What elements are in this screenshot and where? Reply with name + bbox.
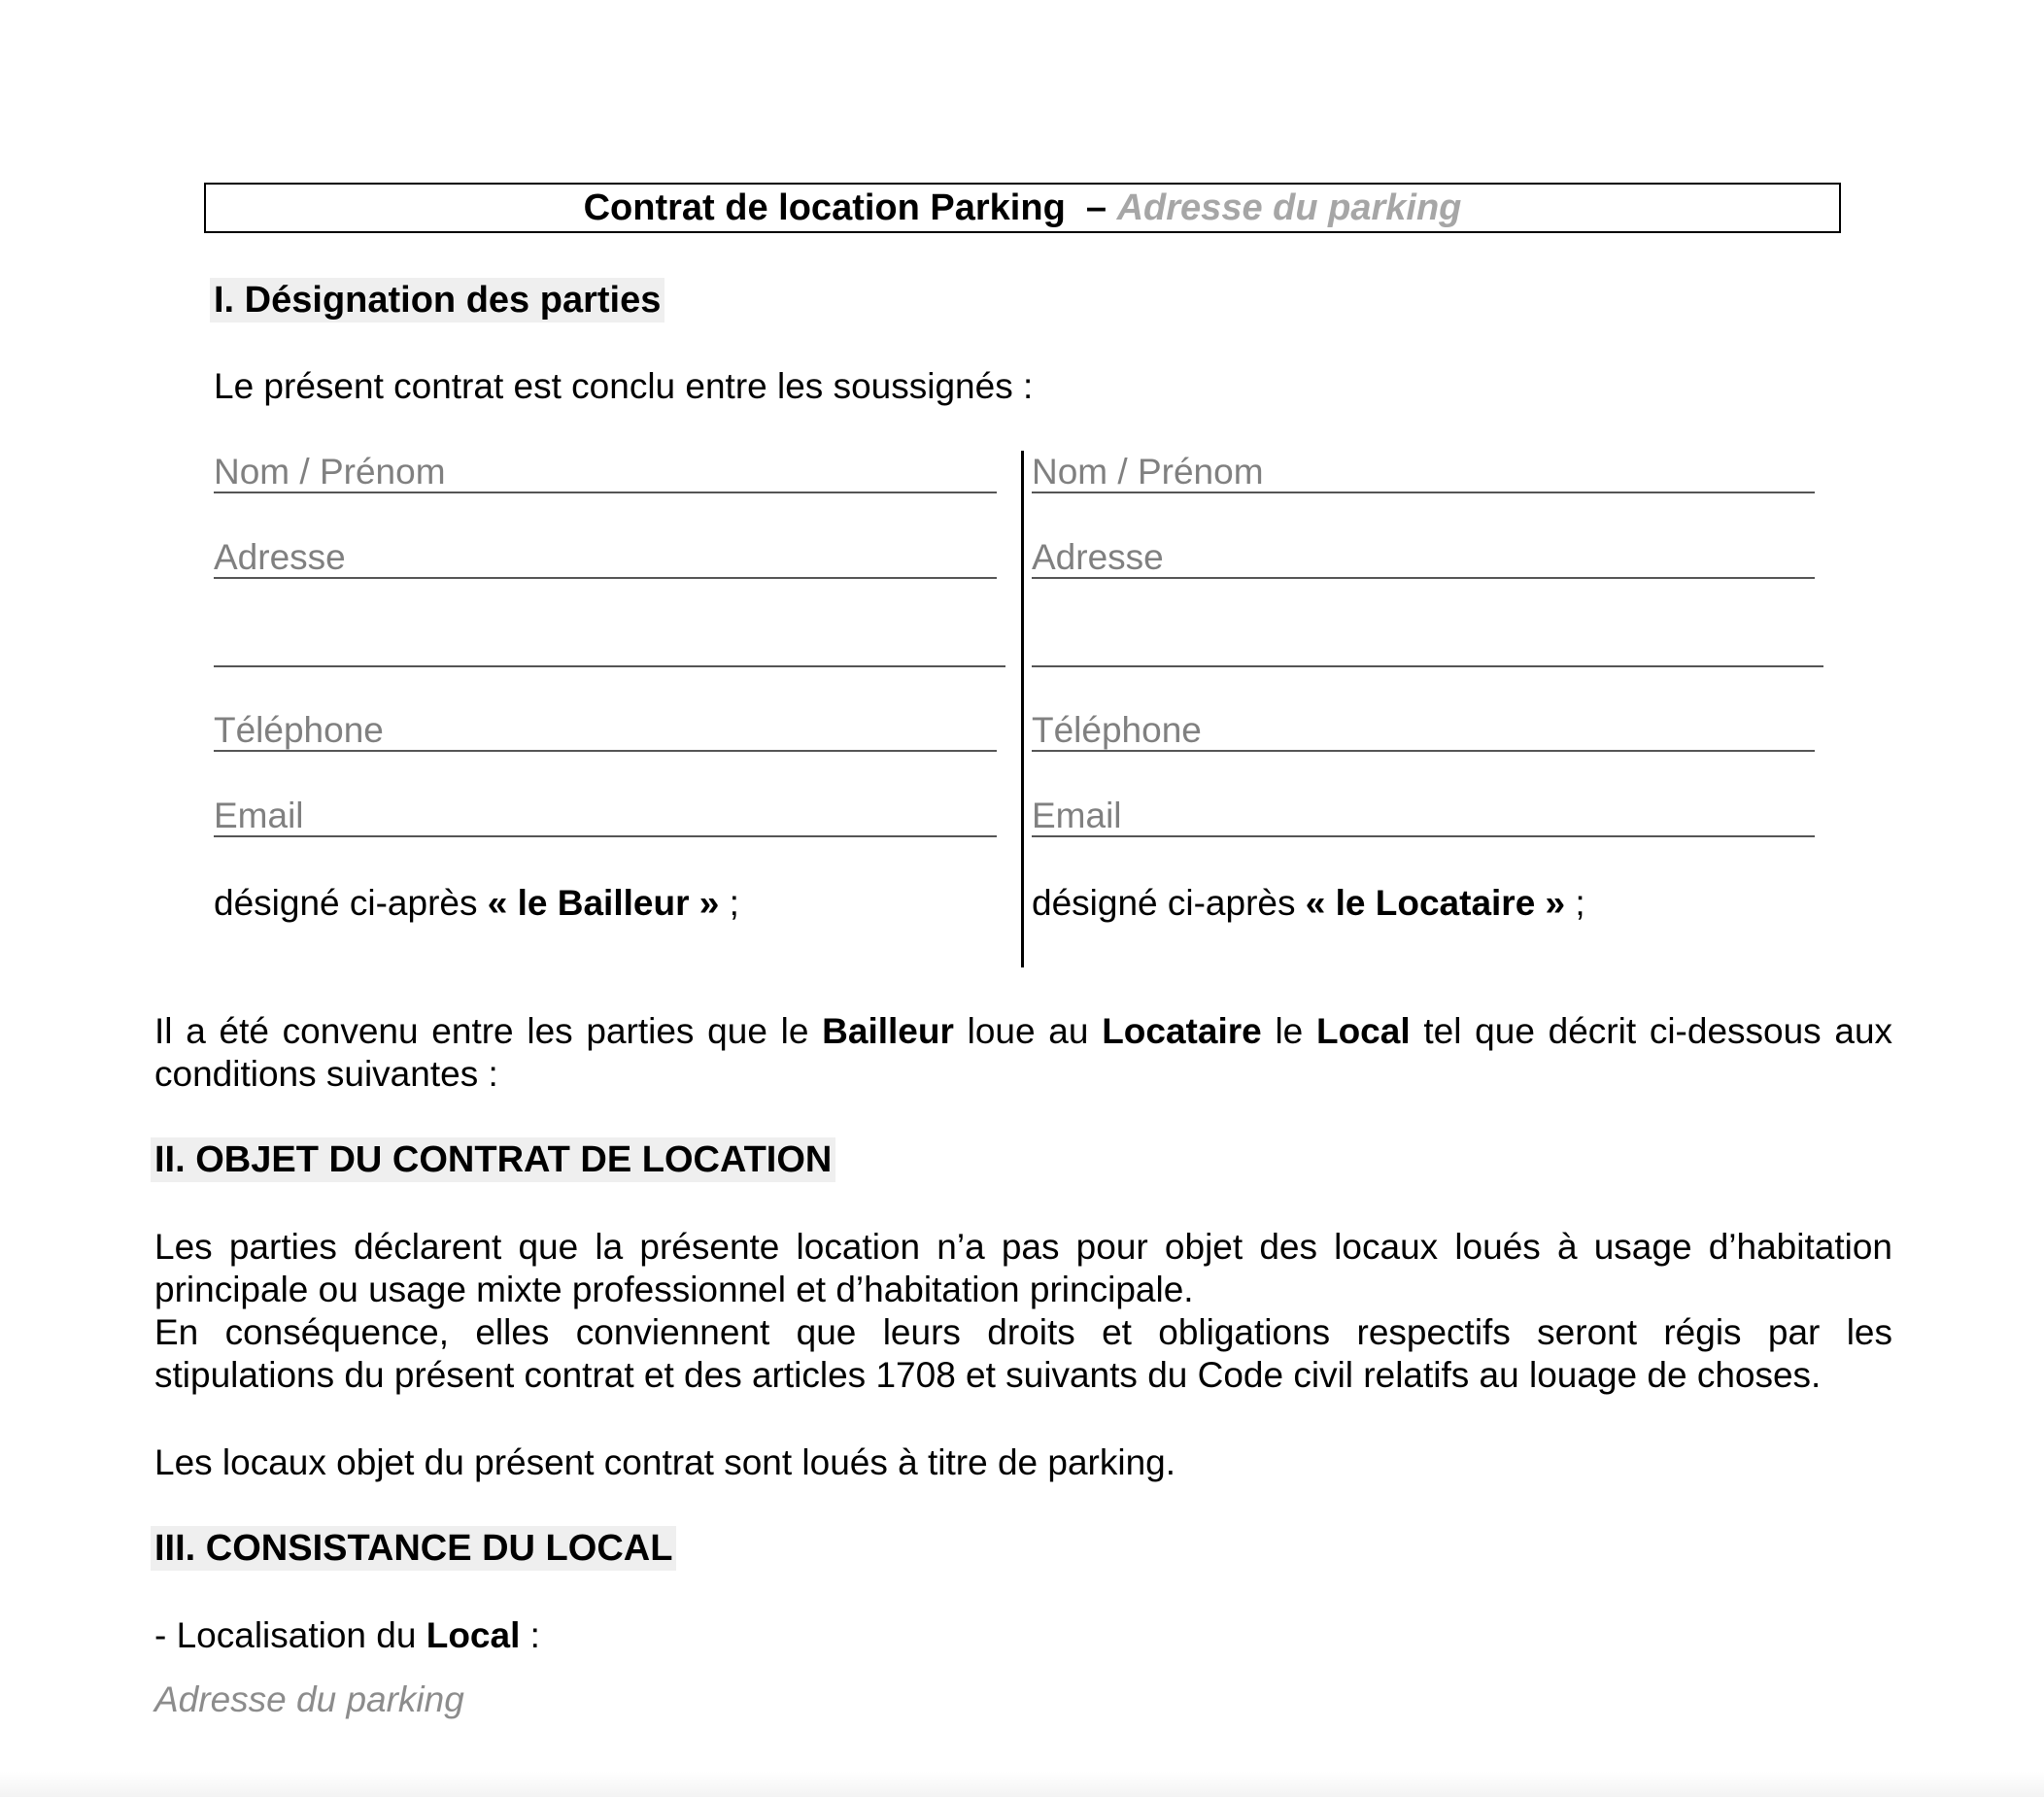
- bailleur-phone-field[interactable]: [214, 709, 997, 752]
- agreement-paragraph: Il a été convenu entre les parties que le Bailleur loue au Locataire le Local tel que décrit ci-dessous aux conditions suivantes :: [154, 1011, 1893, 1094]
- localisation-label: - Localisation du Local :: [154, 1615, 540, 1655]
- parking-address-placeholder[interactable]: Adresse du parking: [1116, 186, 1462, 228]
- page-bottom-edge: [0, 1772, 2044, 1797]
- bailleur-name-field[interactable]: [214, 451, 997, 493]
- bailleur-email-label: Email: [214, 796, 304, 835]
- local-address-placeholder[interactable]: Adresse du parking: [154, 1679, 464, 1719]
- column-divider: [1021, 451, 1024, 967]
- objet-paragraph-3: Les locaux objet du présent contrat sont loués à titre de parking.: [154, 1442, 1176, 1482]
- section-2-heading: II. OBJET DU CONTRAT DE LOCATION: [151, 1137, 835, 1182]
- bailleur-designation-bold: « le Bailleur »: [487, 883, 720, 923]
- locataire-email-field[interactable]: [1032, 795, 1815, 837]
- locataire-phone-field[interactable]: [1032, 709, 1815, 752]
- bailleur-address-label: Adresse: [214, 537, 346, 577]
- bailleur-address-line-2[interactable]: [214, 663, 1005, 667]
- bailleur-designation: désigné ci-après « le Bailleur » ;: [214, 883, 739, 923]
- contract-title-main: Contrat de location Parking: [583, 186, 1066, 228]
- section-1-heading: I. Désignation des parties: [210, 278, 664, 322]
- locataire-address-label: Adresse: [1032, 537, 1164, 577]
- section-3-heading: III. CONSISTANCE DU LOCAL: [151, 1526, 676, 1571]
- contract-title-dash: –: [1085, 186, 1107, 228]
- bailleur-email-field[interactable]: [214, 795, 997, 837]
- locataire-name-field[interactable]: [1032, 451, 1815, 493]
- locataire-designation-bold: « le Locataire »: [1305, 883, 1566, 923]
- locataire-email-label: Email: [1032, 796, 1122, 835]
- bailleur-address-field[interactable]: [214, 536, 997, 579]
- objet-paragraph-1: Les parties déclarent que la présente location n’a pas pour objet des locaux loués à usage d’habitation principale ou usage mixte professionnel et d’habitation principale. En conséquence, elles conviennent que leurs droits et obligations respectifs seront régis par les stipulations du présent contrat et des articles 1708 et suivants du Code civil relatifs au louage de choses.: [154, 1227, 1892, 1395]
- bailleur-phone-label: Téléphone: [214, 710, 384, 750]
- locataire-phone-label: Téléphone: [1032, 710, 1202, 750]
- parties-intro: Le présent contrat est conclu entre les soussignés :: [214, 366, 1034, 406]
- locataire-address-line-2[interactable]: [1032, 663, 1823, 667]
- bailleur-name-label: Nom / Prénom: [214, 452, 446, 492]
- locataire-name-label: Nom / Prénom: [1032, 452, 1264, 492]
- contract-title: [204, 183, 1841, 233]
- locataire-address-field[interactable]: [1032, 536, 1815, 579]
- locataire-designation: désigné ci-après « le Locataire » ;: [1032, 883, 1585, 923]
